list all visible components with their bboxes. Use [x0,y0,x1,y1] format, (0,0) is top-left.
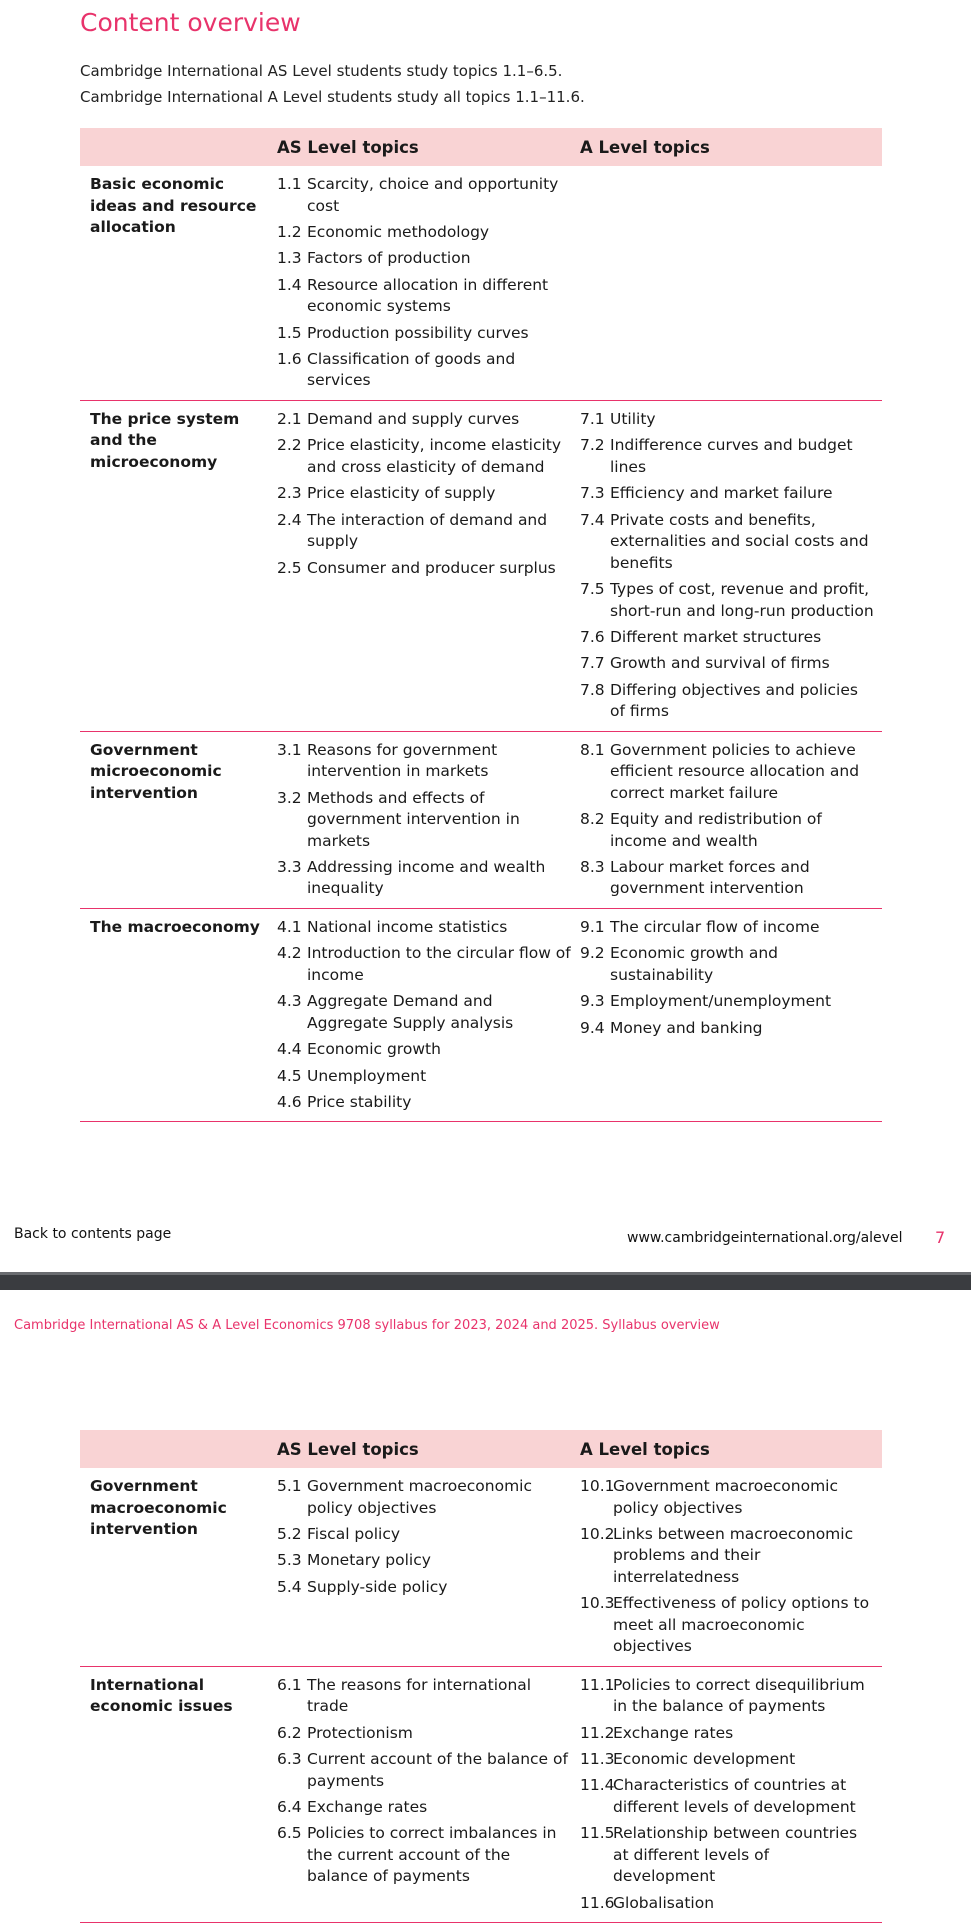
page-separator [0,1272,971,1290]
topic-number: 8.2 [580,810,605,829]
topic-item [580,579,882,622]
topic-item [277,1675,580,1718]
topic-text: Addressing income and wealth inequality [307,857,546,898]
topic-text: Employment/unemployment [610,992,832,1011]
a-topic-list [580,917,882,1039]
table-header-row [80,128,882,166]
topic-text: Economic development [613,1750,796,1769]
topic-text: Supply-side policy [307,1577,448,1596]
as-topic-list [277,174,580,392]
topic-text: Resource allocation in different economic systems [307,275,549,316]
category-label: Government microeconomic intervention [90,740,222,802]
topic-number: 5.1 [277,1477,302,1495]
topic-text: The circular flow of income [610,917,820,936]
as-level-cell [277,908,580,1121]
topic-item [580,1476,882,1519]
category-label: The macroeconomy [90,917,260,936]
table-row [80,908,882,1121]
topic-text: Labour market forces and government intervention [610,857,810,898]
topic-item [580,1775,882,1818]
topic-text: Consumer and producer surplus [307,558,556,577]
topic-number: 9.2 [580,944,605,963]
topic-text: Policies to correct disequilibrium in the balance of payments [613,1675,865,1716]
category-label: International economic issues [90,1675,233,1716]
content-overview-table [80,128,882,1122]
header-category [80,128,277,166]
topic-text: Economic methodology [307,222,490,241]
topic-text: Government macroeconomic policy objectives [307,1477,532,1517]
running-head: Cambridge International AS & A Level Economics 9708 syllabus for 2023, 2024 and 2025. Syllabus overview [14,1318,720,1333]
topic-item [580,1593,882,1658]
as-topic-list [277,1476,580,1598]
topic-number: 11.1 [580,1675,615,1694]
topic-number: 6.4 [277,1797,302,1816]
topic-number: 5.4 [277,1577,302,1596]
category-label: Government macroeconomic intervention [90,1477,227,1538]
topic-item [277,435,580,478]
topic-item [580,1893,882,1915]
topic-text: Introduction to the circular flow of income [307,944,571,984]
footer-url: www.cambridgeinternational.org/alevel [627,1230,903,1246]
topic-item [580,1749,882,1771]
topic-number: 11.2 [580,1723,615,1742]
topic-number: 2.5 [277,558,302,577]
topic-item [277,1524,580,1546]
category-label: Basic economic ideas and resource allocation [90,175,257,236]
intro-line-as: Cambridge International AS Level students study topics 1.1–6.5. [80,62,563,80]
as-topic-list [277,740,580,900]
topic-item [277,1476,580,1519]
topic-number: 2.2 [277,436,302,455]
intro-line-a: Cambridge International A Level students study all topics 1.1–11.6. [80,88,585,106]
topic-item [277,174,580,217]
category-cell [80,400,277,731]
topic-item [277,1823,580,1888]
topic-text: Differing objectives and policies of firms [610,680,858,721]
header-category [80,1430,277,1468]
page-2 [0,1290,971,1927]
content-overview-table-continued [80,1430,882,1923]
category-cell [80,908,277,1121]
a-level-cell [580,908,882,1121]
topic-number: 3.2 [277,788,302,807]
topic-text: Current account of the balance of payments [307,1750,568,1790]
topic-item [277,943,580,986]
topic-text: Characteristics of countries at different levels of development [613,1776,856,1816]
topic-item [277,510,580,553]
header-as-level: AS Level topics [277,128,580,166]
topic-number: 7.4 [580,510,605,529]
topic-text: Economic growth [307,1040,441,1059]
topic-number: 7.2 [580,436,605,455]
topic-item [277,248,580,270]
topic-text: Monetary policy [307,1551,431,1570]
topic-item [277,1577,580,1599]
page-title: Content overview [80,8,301,37]
a-topic-list [580,409,882,723]
topic-item [580,510,882,575]
topic-text: Aggregate Demand and Aggregate Supply analysis [307,992,514,1032]
topic-item [277,558,580,580]
topic-number: 3.3 [277,857,302,876]
topic-text: Fiscal policy [307,1524,401,1543]
topic-item [277,1092,580,1114]
topic-number: 7.6 [580,627,605,646]
topic-number: 3.1 [277,740,302,759]
topic-text: Government policies to achieve efficient resource allocation and correct market failure [610,740,860,802]
topic-item [580,483,882,505]
a-level-cell [580,731,882,908]
topic-text: Effectiveness of policy options to meet all macroeconomic objectives [613,1594,870,1656]
topic-number: 9.3 [580,992,605,1011]
topic-number: 1.3 [277,249,302,268]
as-level-cell [277,731,580,908]
as-level-cell [277,166,580,400]
topic-item [277,483,580,505]
as-topic-list [277,917,580,1113]
topic-item [277,1039,580,1061]
a-topic-list [580,740,882,900]
topic-number: 8.1 [580,740,605,759]
category-cell [80,1666,277,1922]
table-row [80,1468,882,1666]
topic-item [277,740,580,783]
page-number: 7 [935,1228,946,1247]
topic-number: 11.3 [580,1750,615,1769]
topic-number: 11.6 [580,1893,615,1912]
topic-text: Factors of production [307,249,471,268]
topic-text: The interaction of demand and supply [307,510,548,551]
topic-number: 2.4 [277,510,302,529]
topic-number: 1.5 [277,323,302,342]
topic-item [580,917,882,939]
topic-item [580,1823,882,1888]
topic-number: 4.5 [277,1066,302,1085]
topic-text: Types of cost, revenue and profit, short-run and long-run production [610,580,874,620]
topic-text: Exchange rates [307,1797,428,1816]
topic-item [277,1797,580,1819]
topic-item [580,809,882,852]
topic-item [277,991,580,1034]
a-level-cell [580,1666,882,1922]
topic-number: 10.2 [580,1524,615,1543]
topic-number: 9.4 [580,1018,605,1037]
topic-text: Price elasticity of supply [307,484,496,503]
topic-number: 1.2 [277,222,302,241]
topic-text: Links between macroeconomic problems and their interrelatedness [613,1524,854,1586]
topic-item [580,680,882,723]
header-a-level: A Level topics [580,1430,882,1468]
a-level-cell [580,166,882,400]
table-row [80,1666,882,1922]
topic-item [277,1723,580,1745]
a-topic-list [580,1675,882,1914]
topic-number: 10.3 [580,1594,615,1613]
header-a-level: A Level topics [580,128,882,166]
category-cell [80,166,277,400]
topic-item [277,917,580,939]
as-level-cell [277,1666,580,1922]
topic-number: 6.2 [277,1723,302,1742]
table-row [80,166,882,400]
a-level-cell [580,400,882,731]
topic-item [580,627,882,649]
as-level-cell [277,1468,580,1666]
topic-item [580,435,882,478]
topic-item [277,323,580,345]
topic-text: Production possibility curves [307,323,529,342]
topic-item [277,1749,580,1792]
topic-number: 9.1 [580,917,605,936]
topic-text: Classification of goods and services [307,349,516,390]
topic-item [580,740,882,805]
topic-number: 4.6 [277,1092,302,1111]
topic-text: Methods and effects of government intervention in markets [307,788,520,850]
as-topic-list [277,1675,580,1888]
intro-text [80,58,585,110]
topic-text: National income statistics [307,917,508,936]
topic-text: Different market structures [610,627,822,646]
topic-text: Price stability [307,1092,412,1111]
topic-text: Unemployment [307,1066,427,1085]
topic-text: Utility [610,409,656,428]
topic-number: 6.5 [277,1824,302,1843]
topic-item [277,1066,580,1088]
topic-number: 4.2 [277,944,302,963]
topic-number: 11.5 [580,1824,615,1843]
topic-item [277,788,580,853]
table-body [80,166,882,1122]
topic-item [580,1018,882,1040]
topic-text: Economic growth and sustainability [610,944,778,984]
topic-item [580,943,882,986]
topic-item [580,1675,882,1718]
topic-text: Government macroeconomic policy objectives [613,1477,838,1517]
as-level-cell [277,400,580,731]
topic-text: Indifference curves and budget lines [610,436,853,476]
topic-number: 7.7 [580,654,605,673]
topic-number: 6.3 [277,1750,302,1769]
topic-number: 1.4 [277,275,302,294]
topic-item [580,653,882,675]
category-label: The price system and the microeconomy [90,409,240,471]
category-cell [80,731,277,908]
topic-text: Money and banking [610,1018,763,1037]
topic-text: Private costs and benefits, externalities and social costs and benefits [610,510,869,572]
topic-number: 6.1 [277,1675,302,1694]
topic-text: The reasons for international trade [307,1675,532,1716]
as-topic-list [277,409,580,579]
header-as-level: AS Level topics [277,1430,580,1468]
a-topic-list [580,1476,882,1658]
topic-text: Efficiency and market failure [610,484,833,503]
topic-text: Relationship between countries at different levels of development [613,1824,858,1886]
category-cell [80,1468,277,1666]
table-body [80,1468,882,1923]
topic-number: 4.4 [277,1040,302,1059]
table-row [80,731,882,908]
topic-number: 10.1 [580,1477,615,1495]
topic-text: Price elasticity, income elasticity and cross elasticity of demand [307,436,562,476]
topic-item [277,409,580,431]
topic-number: 4.1 [277,917,302,936]
topic-text: Reasons for government intervention in markets [307,740,498,781]
topic-item [580,1723,882,1745]
topic-number: 1.6 [277,349,302,368]
topic-item [580,409,882,431]
topic-number: 2.3 [277,484,302,503]
topic-number: 4.3 [277,992,302,1011]
topic-item [277,857,580,900]
topic-number: 5.2 [277,1524,302,1543]
topic-number: 7.5 [580,580,605,599]
topic-text: Exchange rates [613,1723,734,1742]
topic-item [277,1550,580,1572]
topic-number: 1.1 [277,175,302,193]
topic-item [580,1524,882,1589]
topic-number: 11.4 [580,1776,615,1795]
topic-number: 8.3 [580,857,605,876]
topic-item [580,991,882,1013]
topic-item [277,222,580,244]
topic-number: 7.1 [580,409,605,428]
table-header-row [80,1430,882,1468]
topic-number: 2.1 [277,409,302,428]
topic-item [277,275,580,318]
topic-item [580,857,882,900]
topic-text: Scarcity, choice and opportunity cost [307,175,559,215]
table-row [80,400,882,731]
topic-number: 7.3 [580,484,605,503]
topic-text: Protectionism [307,1723,413,1742]
topic-item [277,349,580,392]
topic-text: Equity and redistribution of income and wealth [610,810,822,850]
topic-text: Globalisation [613,1893,715,1912]
topic-number: 5.3 [277,1551,302,1570]
topic-number: 7.8 [580,680,605,699]
back-to-contents-link[interactable]: Back to contents page [14,1226,172,1242]
topic-text: Demand and supply curves [307,409,520,428]
topic-text: Growth and survival of firms [610,654,830,673]
a-level-cell [580,1468,882,1666]
topic-text: Policies to correct imbalances in the current account of the balance of payments [307,1824,557,1886]
